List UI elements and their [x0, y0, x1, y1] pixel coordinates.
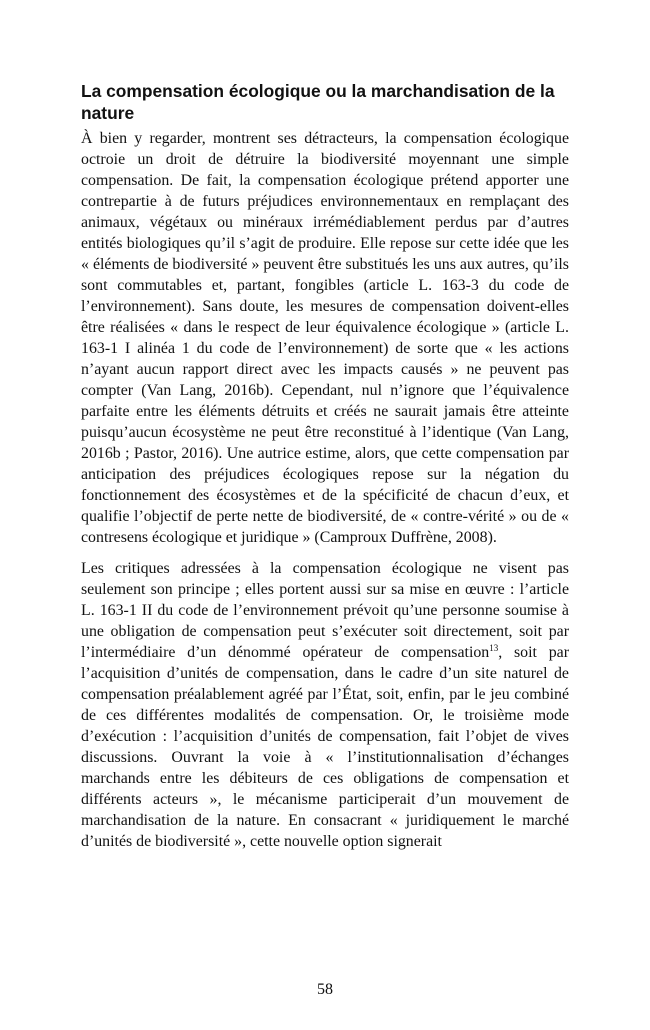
- section-heading: La compensation écologique ou la marchandisation de la nature: [81, 81, 555, 123]
- page-number: 58: [317, 981, 333, 998]
- paragraph-2-text-end: , soit par l’acquisition d’unités de compensation, dans le cadre d’un site naturel de compensation préalablement agréé par l’État, soit, enfin, par le jeu combiné de ces différentes modalités de compensation. Or, le troisième mode d’exécution : l’acquisition d’unités de compensation, fait l’objet de vives discussions. Ouvrant la voie à « l’institutionnalisation d’échanges marchands entre les débiteurs de ces obligations de compensation et différents acteurs », le mécanisme participerait d’un mouvement de marchandisation de la nature. En consacrant « juridiquement le marché d’unités de biodiversité », cette nouvelle option signerait: [81, 644, 569, 850]
- paragraph-2-text-start: Les critiques adressées à la compensation écologique ne visent pas seulement son principe ; elles portent aussi sur sa mise en œuvre : l’article L. 163-1 II du code de l’environnement prévoit qu’une personne soumise à une obligation de compensation peut s’exécuter soit directement, soit par l’intermédiaire d’un dénommé opérateur de compensation: [81, 560, 569, 661]
- paragraph-2: [81, 558, 569, 852]
- paragraph-1: À bien y regarder, montrent ses détracteurs, la compensation écologique octroie un droit de détruire la biodiversité moyennant une simple compensation. De fait, la compensation écologique prétend apporter une contrepartie à de futurs préjudices environnementaux en remplaçant des animaux, végétaux ou minéraux irrémédiablement perdus par d’autres entités biologiques qu’il s’agit de produire. Elle repose sur cette idée que les « éléments de biodiversité » peuvent être substitués les uns aux autres, qu’ils sont commutables et, partant, fongibles (article L. 163-3 du code de l’environnement). Sans doute, les mesures de compensation doivent-elles être réalisées « dans le respect de leur équivalence écologique » (article L. 163-1 I alinéa 1 du code de l’environnement) de sorte que « les actions n’ayant aucun rapport direct avec les impacts causés » ne peuvent pas compter (Van Lang, 2016b). Cependant, nul n’ignore que l’équivalence parfaite entre les éléments détruits et créés ne saurait jamais être atteinte puisqu’aucun écosystème ne peut être reconstitué à l’identique (Van Lang, 2016b ; Pastor, 2016). Une autrice estime, alors, que cette compensation par anticipation des préjudices écologiques repose sur la négation du fonctionnement des écosystèmes et de la spécificité de chacun d’eux, et qualifie l’objectif de perte nette de biodiversité, de « contre-vérité » ou de « contresens écologique et juridique » (Camproux Duffrène, 2008).: [81, 130, 569, 546]
- page-body: [81, 80, 569, 852]
- footnote-reference-13[interactable]: 13: [489, 643, 499, 653]
